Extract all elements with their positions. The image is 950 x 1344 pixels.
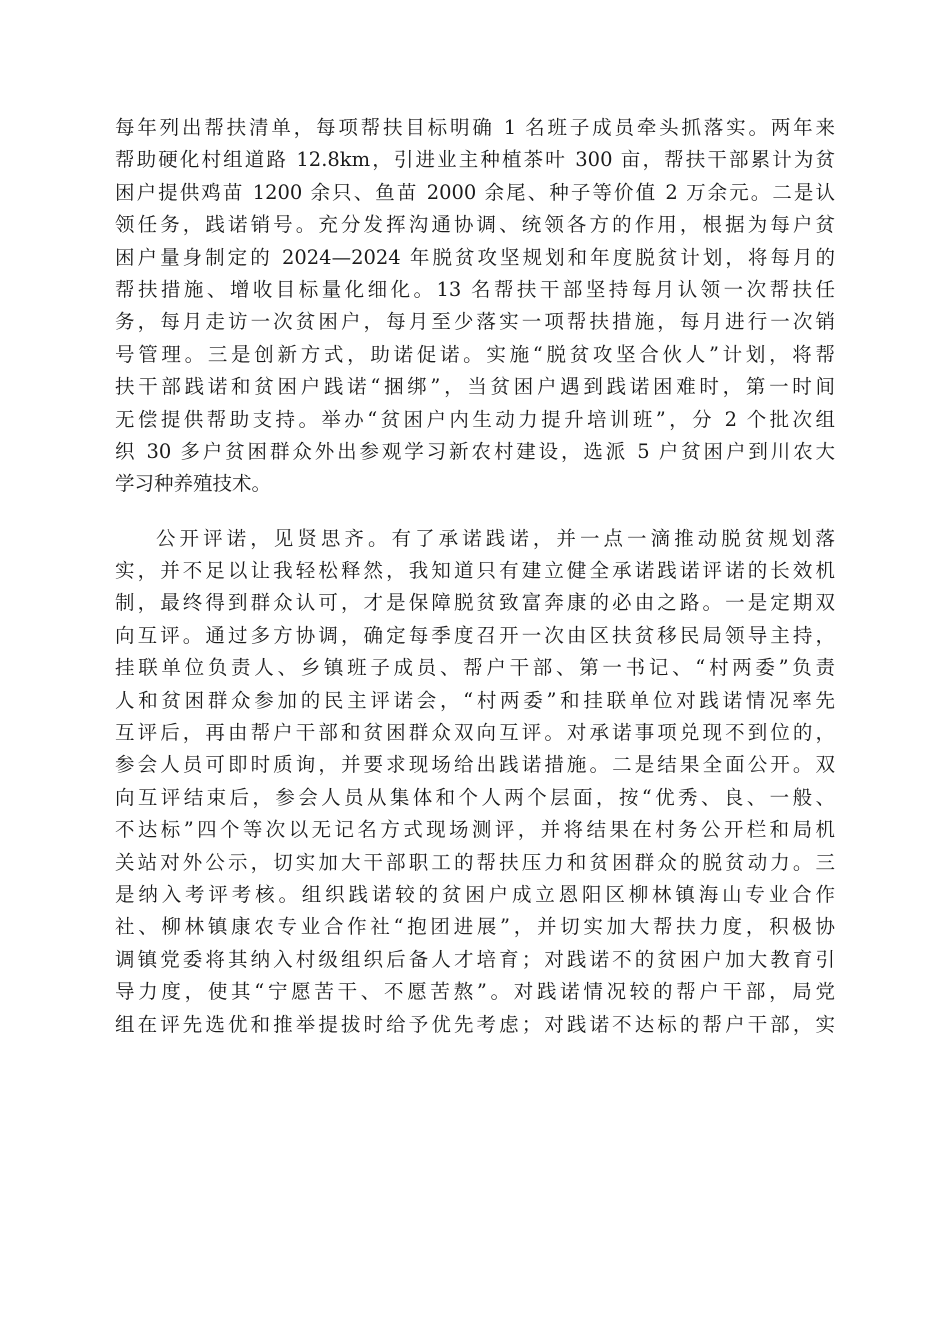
text-line: 务，每月走访一次贫困户，每月至少落实一项帮扶措施，每月进行一次销 bbox=[115, 310, 835, 334]
paragraph-1 bbox=[115, 112, 835, 501]
text-line: 导力度，使其“宁愿苦干、不愿苦熬”。对践诺情况较的帮户干部，局党 bbox=[115, 980, 835, 1004]
text-line: 向互评结束后，参会人员从集体和个人两个层面，按“优秀、良、一般、 bbox=[115, 785, 835, 809]
text-line: 无偿提供帮助支持。举办“贫困户内生动力提升培训班”，分 2 个批次组 bbox=[115, 407, 835, 431]
text-line: 互评后，再由帮户干部和贫困群众双向互评。对承诺事项兑现不到位的， bbox=[115, 721, 835, 745]
text-line: 调镇党委将其纳入村级组织后备人才培育；对践诺不的贫困户加大教育引 bbox=[115, 947, 835, 971]
text-line: 困户提供鸡苗 1200 余只、鱼苗 2000 余尾、种子等价值 2 万余元。二是认 bbox=[115, 180, 835, 204]
paragraph-2 bbox=[115, 523, 835, 1041]
text-line: 组在评先选优和推举提拔时给予优先考虑；对践诺不达标的帮户干部，实 bbox=[115, 1012, 835, 1036]
text-line: 挂联单位负责人、乡镇班子成员、帮户干部、第一书记、“村两委”负责 bbox=[115, 656, 835, 680]
text-line: 不达标”四个等次以无记名方式现场测评，并将结果在村务公开栏和局机 bbox=[115, 818, 835, 842]
text-line: 每年列出帮扶清单，每项帮扶目标明确 1 名班子成员牵头抓落实。两年来 bbox=[115, 116, 835, 139]
text-line: 向互评。通过多方协调，确定每季度召开一次由区扶贫移民局领导主持， bbox=[115, 623, 835, 647]
text-line: 扶干部践诺和贫困户践诺“捆绑”，当贫困户遇到践诺困难时，第一时间 bbox=[115, 375, 835, 399]
text-line: 人和贫困群众参加的民主评诺会，“村两委”和挂联单位对践诺情况率先 bbox=[115, 688, 835, 712]
text-line: 关站对外公示，切实加大干部职工的帮扶压力和贫困群众的脱贫动力。三 bbox=[115, 850, 835, 874]
text-line: 领任务，践诺销号。充分发挥沟通协调、统领各方的作用，根据为每户贫 bbox=[115, 213, 835, 237]
text-line: 帮助硬化村组道路 12.8km，引进业主种植茶叶 300 亩，帮扶干部累计为贫 bbox=[115, 148, 835, 172]
text-line: 帮扶措施、增收目标量化细化。13 名帮扶干部坚持每月认领一次帮扶任 bbox=[115, 277, 835, 301]
text-line: 困户量身制定的 2024—2024 年脱贫攻坚规划和年度脱贫计划，将每月的 bbox=[115, 245, 835, 269]
text-line: 织 30 多户贫困群众外出参观学习新农村建设，选派 5 户贫困户到川农大 bbox=[115, 439, 835, 463]
text-line: 参会人员可即时质询，并要求现场给出践诺措施。二是结果全面公开。双 bbox=[115, 753, 835, 777]
text-line: 号管理。三是创新方式，助诺促诺。实施“脱贫攻坚合伙人”计划，将帮 bbox=[115, 342, 835, 366]
document-body bbox=[115, 112, 835, 1041]
text-line: 学习种养殖技术。 bbox=[115, 472, 272, 496]
paragraph-spacer bbox=[115, 501, 835, 523]
text-line: 制，最终得到群众认可，才是保障脱贫致富奔康的必由之路。一是定期双 bbox=[115, 591, 835, 615]
text-line: 是纳入考评考核。组织践诺较的贫困户成立恩阳区柳林镇海山专业合作 bbox=[115, 882, 835, 906]
text-line: 公开评诺，见贤思齐。有了承诺践诺，并一点一滴推动脱贫规划落 bbox=[156, 526, 835, 550]
text-line: 实，并不足以让我轻松释然，我知道只有建立健全承诺践诺评诺的长效机 bbox=[115, 559, 835, 583]
text-line: 社、柳林镇康农专业合作社“抱团进展”，并切实加大帮扶力度，积极协 bbox=[115, 915, 835, 939]
